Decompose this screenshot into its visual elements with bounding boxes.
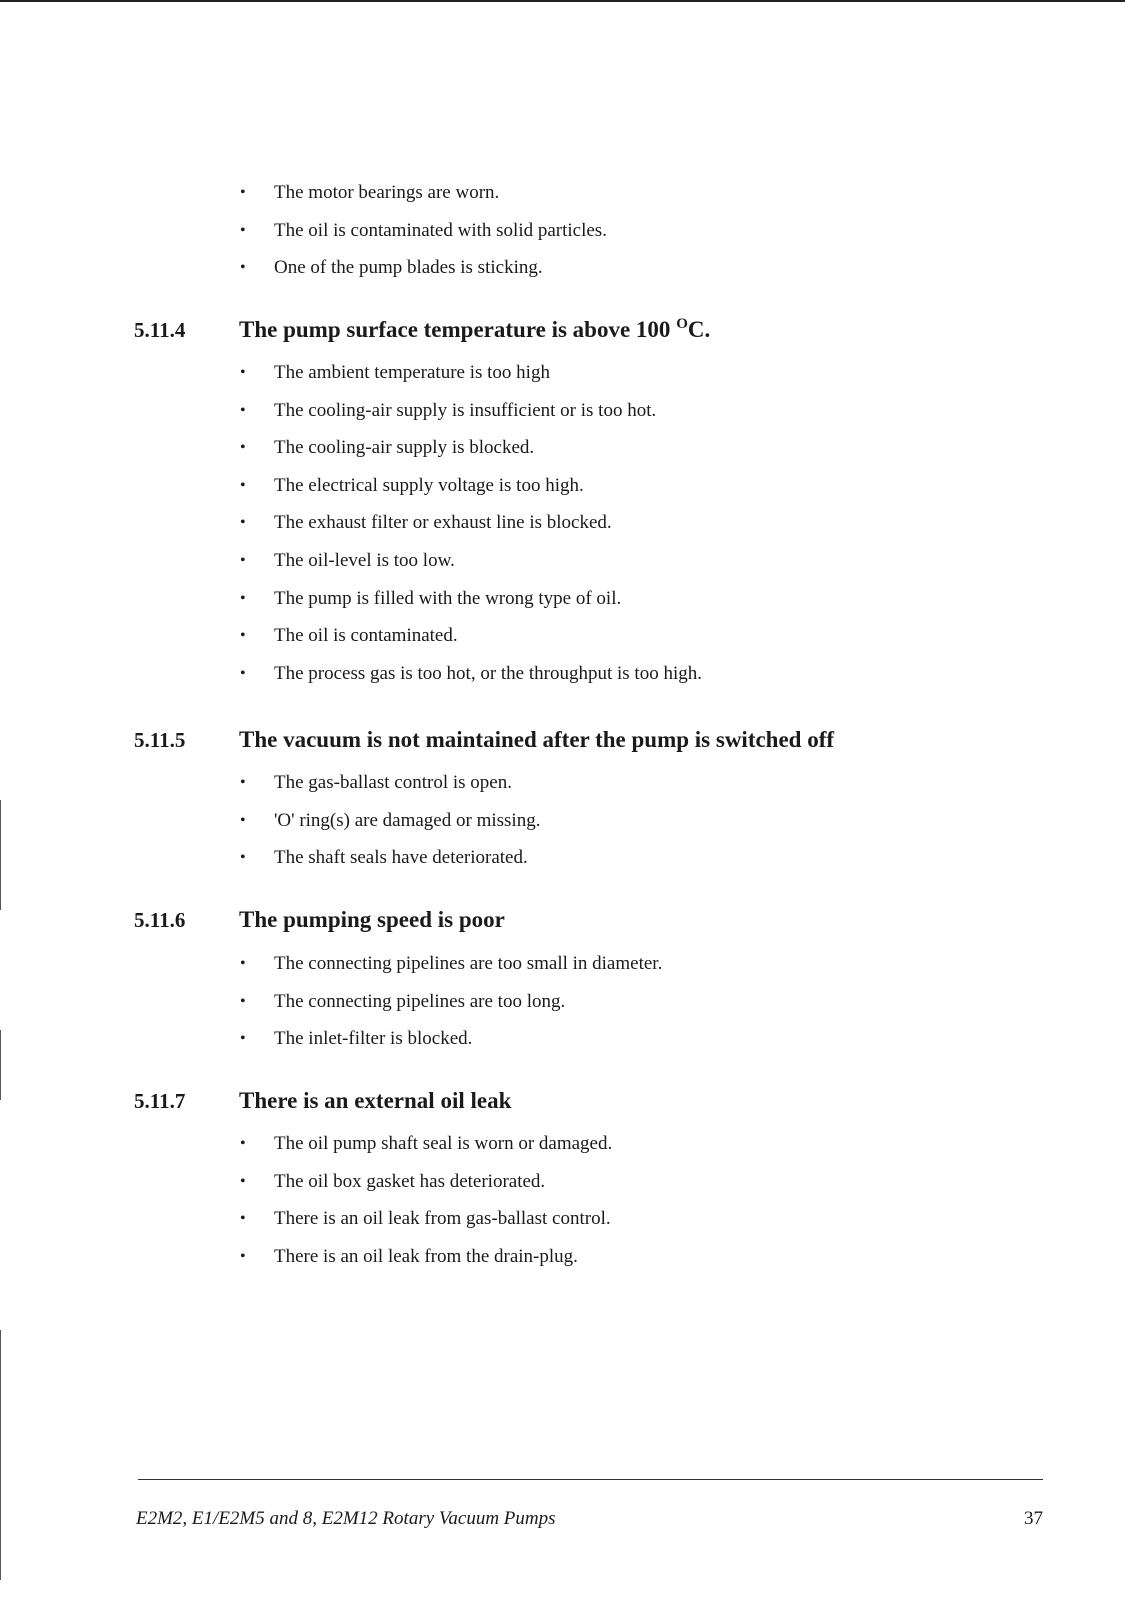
list-item: • The oil pump shaft seal is worn or damaged. (0, 1133, 1125, 1171)
list-item: • The connecting pipelines are too small in diameter. (0, 953, 1125, 991)
section-number: 5.11.7 (134, 1089, 186, 1113)
list-item: • One of the pump blades is sticking. (0, 257, 1125, 295)
list-item: • There is an oil leak from the drain-plug. (0, 1246, 1125, 1284)
list-item: • The inlet-filter is blocked. (0, 1028, 1125, 1066)
list-item: • The exhaust filter or exhaust line is blocked. (0, 512, 1125, 550)
list-item: • The shaft seals have deteriorated. (0, 847, 1125, 885)
section-title: There is an external oil leak (239, 1088, 512, 1113)
footer-title: E2M2, E1/E2M5 and 8, E2M12 Rotary Vacuum Pumps (136, 1508, 556, 1529)
degree-superscript: O (676, 316, 688, 332)
list-item: • The ambient temperature is too high (0, 362, 1125, 400)
list-item: • The motor bearings are worn. (0, 182, 1125, 220)
list-item: • The cooling-air supply is blocked. (0, 437, 1125, 475)
section-number: 5.11.5 (134, 728, 186, 752)
page-number: 37 (1024, 1508, 1043, 1529)
list-item: • The oil box gasket has deteriorated. (0, 1171, 1125, 1209)
footer-rule (138, 1479, 1043, 1480)
section-list-5-11-5 (0, 772, 1125, 885)
list-item: • The process gas is too hot, or the throughput is too high. (0, 663, 1125, 701)
list-item: • There is an oil leak from gas-ballast control. (0, 1208, 1125, 1246)
list-item: • 'O' ring(s) are damaged or missing. (0, 810, 1125, 848)
top-border-line (0, 0, 1125, 2)
section-number: 5.11.4 (134, 318, 186, 342)
section-heading-5-11-7 (0, 1084, 1125, 1118)
intro-list (0, 182, 1125, 295)
list-item: • The connecting pipelines are too long. (0, 991, 1125, 1029)
list-item: • The oil is contaminated with solid particles. (0, 220, 1125, 258)
section-list-5-11-6 (0, 953, 1125, 1066)
section-list-5-11-4 (0, 362, 1125, 700)
section-title: The pumping speed is poor (239, 907, 505, 932)
scan-edge-mark (0, 1330, 1, 1580)
section-heading-5-11-5 (0, 723, 1125, 757)
list-item: • The electrical supply voltage is too high. (0, 475, 1125, 513)
section-number: 5.11.6 (134, 908, 186, 932)
list-item: • The cooling-air supply is insufficient or is too hot. (0, 400, 1125, 438)
section-title: The pump surface temperature is above 100 $^O$C. (239, 316, 711, 342)
list-item: • The pump is filled with the wrong type of oil. (0, 588, 1125, 626)
list-item: • The oil is contaminated. (0, 625, 1125, 663)
section-heading-5-11-4 (0, 313, 1125, 347)
section-title: The vacuum is not maintained after the pump is switched off (239, 727, 835, 752)
section-list-5-11-7 (0, 1133, 1125, 1283)
section-heading-5-11-6 (0, 903, 1125, 937)
list-item: • The gas-ballast control is open. (0, 772, 1125, 810)
list-item: • The oil-level is too low. (0, 550, 1125, 588)
